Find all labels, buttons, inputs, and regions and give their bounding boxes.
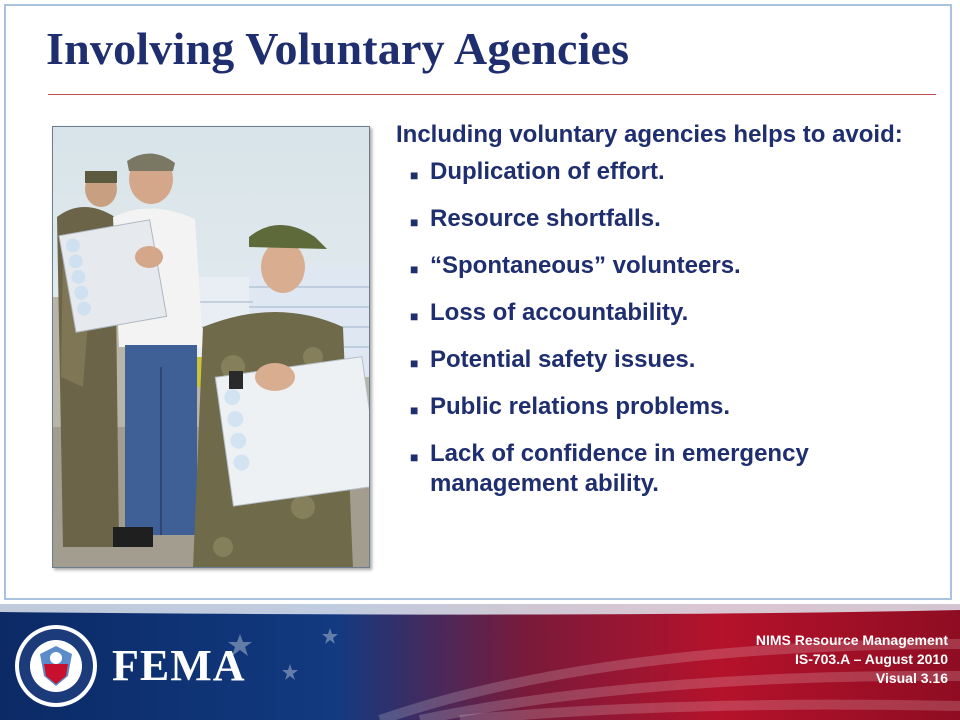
bullet-text: Duplication of effort. (430, 158, 665, 185)
bullet-text: Loss of accountability. (430, 299, 689, 326)
square-bullet-icon: ■ (410, 167, 419, 183)
course-info (756, 631, 948, 688)
bullet-item (396, 204, 936, 234)
square-bullet-icon: ■ (410, 355, 419, 371)
visual-number: Visual 3.16 (875, 670, 948, 686)
title-divider (48, 94, 936, 95)
bullet-item (396, 439, 936, 499)
square-bullet-icon: ■ (410, 402, 419, 418)
volunteers-photo (52, 126, 370, 568)
bullet-item (396, 157, 936, 187)
square-bullet-icon: ■ (410, 261, 419, 277)
bullet-item (396, 251, 936, 281)
course-title: NIMS Resource Management (755, 632, 948, 648)
course-code-date: IS-703.A – August 2010 (794, 651, 948, 667)
bullet-text: Resource shortfalls. (430, 205, 661, 232)
bullet-text: Potential safety issues. (430, 346, 696, 373)
slide-title: Involving Voluntary Agencies (46, 23, 630, 74)
fema-logo: FEMA (112, 641, 246, 690)
dhs-seal-icon (14, 624, 98, 708)
square-bullet-icon: ■ (410, 308, 419, 324)
bullet-list (396, 157, 936, 499)
bullet-item (396, 298, 936, 328)
bullet-text: Lack of confidence in emergency management ability. (430, 440, 809, 497)
square-bullet-icon: ■ (410, 449, 419, 465)
bullet-text: “Spontaneous” volunteers. (430, 252, 741, 279)
content-area (396, 118, 936, 516)
bullet-text: Public relations problems. (430, 393, 731, 420)
bullet-item (396, 392, 936, 422)
bullet-item (396, 345, 936, 375)
square-bullet-icon: ■ (410, 214, 419, 230)
intro-text: Including voluntary agencies helps to avoid: (396, 121, 903, 148)
